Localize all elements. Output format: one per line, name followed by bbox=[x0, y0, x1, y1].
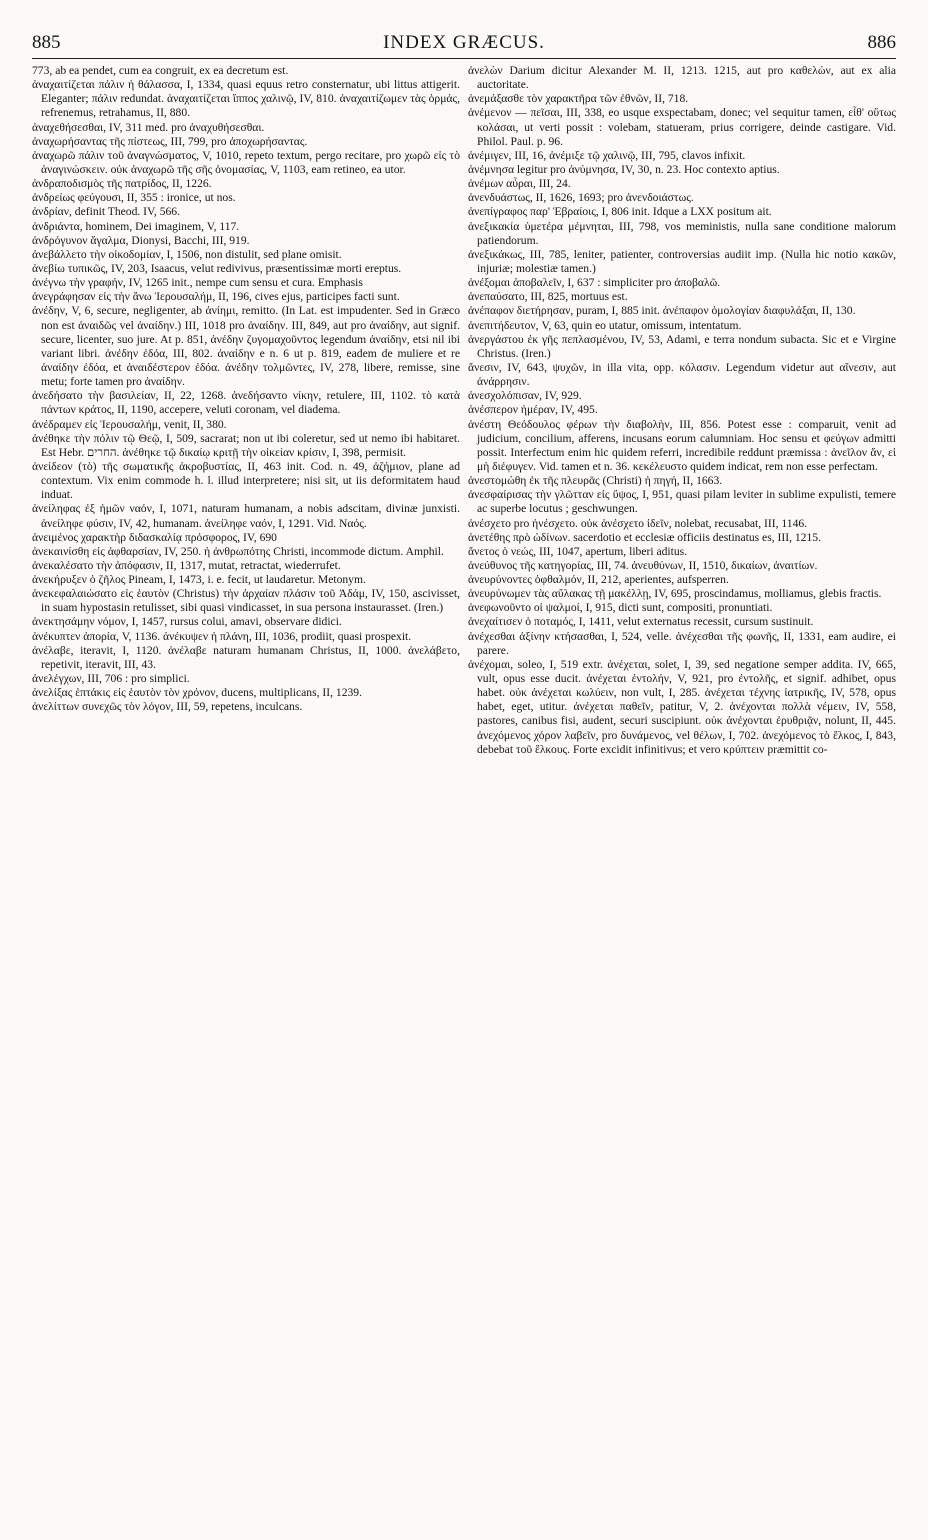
index-entry: ἀνεφωνοῦντο οἱ ψαλμοί, I, 915, dicti sunt, compositi, pronuntiati. bbox=[468, 601, 773, 615]
index-entry: ἀνελὼν Darium dicitur Alexander M. II, 1213. 1215, aut pro καθελών, aut ex alia auctoritate. bbox=[468, 64, 896, 92]
index-entry: ἀνείληφας ἐξ ἡμῶν ναόν, I, 1071, naturam humanam, a nobis adscitam, divinæ junxisti. ἀνείληφε φύσιν, IV, 42, humanam. ἀνείληφε ναόν, I, 1291. Vid. Ναός. bbox=[32, 502, 460, 530]
right-column bbox=[468, 64, 896, 1520]
index-entry: ἀνειμένος χαρακτὴρ διδασκαλίᾳ πρόσφορος, IV, 690 bbox=[32, 530, 277, 544]
index-entry: ἀνδρίαν, definit Theod. IV, 566. bbox=[32, 205, 180, 219]
index-entry: ἀνέλαβε, iteravit, I, 1120. ἀνέλαβε naturam humanam Christus, II, 1000. ἀνελάβετο, repetivit, iteravit, III, 43. bbox=[32, 643, 460, 671]
index-entry: ἀνεκεφαλαιώσατο εἰς ἑαυτὸν (Christus) τὴν ἀρχαίαν πλάσιν τοῦ Ἀδάμ, IV, 150, ascivisset, in suam hypostasin retulisset, sibi quasi vindicasset, in sua persona instaurasset. (Iren.) bbox=[32, 587, 460, 615]
index-entry: ἀνέκυπτεν ἀπορία, V, 1136. ἀνέκυψεν ἡ πλάνη, III, 1036, prodiit, quasi prospexit. bbox=[32, 629, 412, 643]
index-entry: ἀνέσπερον ἡμέραν, IV, 495. bbox=[468, 403, 598, 417]
index-entry: ἀνέδραμεν εἰς Ἱερουσαλήμ, venit, II, 380. bbox=[32, 417, 227, 431]
index-entry: ἀνεγράφησαν εἰς τὴν ἄνω Ἱερουσαλήμ, II, 196, cives ejus, participes facti sunt. bbox=[32, 290, 400, 304]
index-entry: ἀνεστομώθη ἐκ τῆς πλευρᾶς (Christi) ἡ πηγή, II, 1663. bbox=[468, 474, 723, 488]
index-entry: ἀνέπαφον διετήρησαν, puram, I, 885 init. ἀνέπαφον ὁμολογίαν διαφυλάξαι, II, 130. bbox=[468, 304, 856, 318]
index-entry: ἀνεξικακία ὑμετέρα μέμνηται, III, 798, vos meministis, nulla sane conditione malorum patiendorum. bbox=[468, 219, 896, 247]
index-entry: ἀνδρείως φεύγουσι, II, 355 : ironice, ut nos. bbox=[32, 191, 236, 205]
index-entry: ἀνεβάλλετο τὴν οἰκοδομίαν, I, 1506, non distulit, sed plane omisit. bbox=[32, 247, 342, 261]
index-entry: ἀνεμάξασθε τὸν χαρακτῆρα τῶν ἐθνῶν, II, 718. bbox=[468, 92, 689, 106]
left-page-number: 885 bbox=[32, 32, 61, 53]
index-entry: ἀνέμνησα legitur pro ἀνύμνησα, IV, 30, n. 23. Hoc contexto aptius. bbox=[468, 162, 780, 176]
index-entry: ἀνεκήρυξεν ὁ ζῆλος Pineam, I, 1473, i. e. fecit, ut laudaretur. Metonym. bbox=[32, 573, 366, 587]
index-entry: ἀνεχαίτισεν ὁ ποταμός, I, 1411, velut externatus recessit, cursum sustinuit. bbox=[468, 615, 814, 629]
running-title: INDEX GRÆCUS. bbox=[383, 32, 545, 53]
right-page-number: 886 bbox=[867, 32, 896, 53]
index-entry: ἀνδριάντα, hominem, Dei imaginem, V, 117. bbox=[32, 219, 240, 233]
index-entry: ἀνεσχολόπισαν, IV, 929. bbox=[468, 389, 582, 403]
index-entry: ἀνενδυάστως, II, 1626, 1693; pro ἀνενδοιάστως. bbox=[468, 191, 694, 205]
index-entry: ἀνέμων αὖραι, III, 24. bbox=[468, 177, 571, 191]
index-entry: ἀνελίξας ἑπτάκις εἰς ἑαυτὸν τὸν χρόνον, ducens, multiplicans, II, 1239. bbox=[32, 686, 363, 700]
index-entry: ἀνείδεον (τὸ) τῆς σωματικῆς ἀκροβυστίας, II, 463 init. Cod. n. 49, ἀζήμιον, plane ad contextum. Vix enim commode h. l. illud interpretere; nisi sit, ut iis deformitatem haud induat. bbox=[32, 459, 460, 502]
index-entry: ἀνεκαλέσατο τὴν ἀπόφασιν, II, 1317, mutat, retractat, wiederrufet. bbox=[32, 558, 341, 572]
index-entry: ἄνετος ὁ νεώς, III, 1047, apertum, liberi aditus. bbox=[468, 544, 688, 558]
left-column bbox=[32, 64, 460, 1520]
index-entry: ἀνέδην, V, 6, secure, negligenter, ab ἀνίημι, remitto. (In Lat. est impudenter. Sed in Græco non est ἀναιδῶς vel ἀναίδην.) III, 1018 pro ἀναίδην. III, 849, aut pro ἀναίδην, aut signif. secure, licenter, suo jure. At p. 851, ἀνέδην ζυγομαχοῦντος legendum ἀναίδην, etsi nil ibi variant libri. ἀνέδην ἐδόα, III, 802. ἀναίδην e n. 6 ut p. 819, eadem de muliere et re ἀναίδην ἐδόα, et ἀναιδέστερον ἐδόα. ἀνέδην τολμῶντες, IV, 278, libere, remisse, sine metu; forte tamen pro ἀναίδην. bbox=[32, 304, 460, 389]
index-entry: ἀνεξικάκως, III, 785, leniter, patienter, controversias audiit imp. (Nulla hic notio κακῶν, injuriæ; molestiæ tamen.) bbox=[468, 247, 896, 275]
index-entry: ἄνεσιν, IV, 643, ψυχῶν, in illa vita, opp. κόλασιν. Legendum videtur aut αἴνεσιν, aut ἀνάρρησιν. bbox=[468, 360, 896, 389]
index-entry: ἀνεύθυνος τῆς κατηγορίας, III, 74. ἀνευθύνων, II, 1510, δικαίων, ἀναιτίων. bbox=[468, 558, 818, 572]
index-entry: ἀνελέγχων, III, 706 : pro simplici. bbox=[32, 672, 190, 686]
index-entry: ἀνετέθης πρὸ ὠδίνων. sacerdotio et ecclesiæ officiis destinatus es, III, 1215. bbox=[468, 530, 821, 544]
index-entry: ἀνέθηκε τὴν πόλιν τῷ Θεῷ, I, 509, sacrarat; non ut ibi coleretur, sed ut nemo ibi habitaret. Est Hebr. החרים. ἀνέθηκε τῷ δικαίῳ κριτῇ τὴν οἰκείαν κρίσιν, I, 398, permisit. bbox=[32, 431, 460, 459]
index-entry: ἀνέξομαι ἀποβαλεῖν, I, 637 : simpliciter pro ἀποβαλῶ. bbox=[468, 276, 721, 290]
index-entry: ἀνεσφαίρισας τὴν γλῶτταν εἰς ὕψος, I, 951, quasi pilam leviter in sublime expulisti, temere ac superbe locutus ; geschwungen. bbox=[468, 488, 896, 516]
index-entry: ἀναχωρήσαντας τῆς πίστεως, III, 799, pro ἀποχωρήσαντας. bbox=[32, 134, 308, 148]
index-entry: ἀνεκτησάμην νόμον, I, 1457, rursus colui, amavi, observare didici. bbox=[32, 615, 342, 629]
index-entry: ἀνεβίω τυπικῶς, IV, 203, Isaacus, velut redivivus, præsentissimæ morti ereptus. bbox=[32, 261, 402, 275]
index-entry: ἀνεπιτήδευτον, V, 63, quin eo utatur, omissum, intentatum. bbox=[468, 318, 742, 332]
index-entry: ἀνέστη Θεόδουλος φέρων τὴν διαβολὴν, III, 856. Potest esse : comparuit, venit ad judicium, concilium, afferens, incusans eorum calumniam. Hoc sensu et φεύγων admitti possit. Interfectum enim hic quidem referri, incredibile reddunt præmissa : ἀνεῖλον ἄν, εἰ μὴ διέφυγεν. Vid. tamen et n. 36. κεκέλευστο quidem indicat, rem non esse perfectam. bbox=[468, 417, 896, 473]
index-entry: ἀναχαιτίζεται πάλιν ἡ θάλασσα, I, 1334, quasi equus retro consternatur, ubi littus attigerit. Eleganter; πάλιν redundat. ἀναχαιτίζεται ἵππος χαλινῷ, IV, 810. ἀναχαιτίζωμεν τὰς ὁρμάς, refrenemus, retrahamus, II, 880. bbox=[32, 78, 460, 120]
page-header bbox=[32, 30, 896, 59]
index-entry: ἀνέχεσθαι ἀξίνην κτήσασθαι, I, 524, velle. ἀνέχεσθαι τῆς φωνῆς, II, 1331, eam audire, ei parere. bbox=[468, 629, 896, 657]
index-entry: ἀνεπαύσατο, III, 825, mortuus est. bbox=[468, 290, 628, 304]
index-entry: ἀνεργάστου ἐκ γῆς πεπλασμένου, IV, 53, Adami, e terra nondum subacta. Sic et e Virgine Christus. (Iren.) bbox=[468, 332, 896, 360]
index-entry: ἀνευρύνωμεν τὰς αὔλακας τῇ μακέλλῃ, IV, 695, proscindamus, molliamus, glebis fractis. bbox=[468, 587, 882, 601]
index-entry: ἀναχεθήσεσθαι, IV, 311 med. pro ἀναχυθήσεσθαι. bbox=[32, 120, 265, 134]
index-entry: ἀνδραποδισμὸς τῆς πατρίδος, II, 1226. bbox=[32, 177, 212, 191]
index-entry: ἀναχωρῶ πάλιν τοῦ ἀναγνώσματος, V, 1010, repeto textum, pergo recitare, pro χωρῶ εἰς τὸ ἀναγινώσκειν. οὐκ ἀναχωρῶ τῆς σῆς ὀνομασίας, V, 1103, eam retineo, ea utor. bbox=[32, 148, 460, 176]
index-entry: ἀνεδήσατο τὴν βασιλείαν, II, 22, 1268. ἀνεδήσαντο νίκην, retulere, III, 1102. τὸ κατὰ πάντων κράτος, II, 1190, accepere, veluti coronam, vel diadema. bbox=[32, 389, 460, 417]
index-entry: ἀνελίττων συνεχῶς τὸν λόγον, III, 59, repetens, inculcans. bbox=[32, 700, 303, 714]
index-entry: 773, ab ea pendet, cum ea congruit, ex ea decretum est. bbox=[32, 64, 289, 77]
index-entry: ἀνεκαινίσθη εἰς ἀφθαρσίαν, IV, 250. ἡ ἀνθρωπότης Christi, incommode dictum. Amphil. bbox=[32, 544, 444, 558]
index-entry: ἀνευρύνοντες ὀφθαλμόν, II, 212, aperientes, aufsperren. bbox=[468, 573, 729, 587]
index-entry: ἀνέγνω τὴν γραφήν, IV, 1265 init., nempe cum sensu et cura. Emphasis bbox=[32, 276, 363, 290]
index-entry: ἀνέχομαι, soleo, I, 519 extr. ἀνέχεται, solet, I, 39, sed negatione semper addita. IV, 665, vult, opus esse ducit. ἀνέχεται ἐντολήν, V, 921, pro ἐντολῆς, et signif. adhibet, opus habet. οὐκ ἀνέχεται κωλύειν, non vult, I, 285. ἀνέχεται τέχνης ἰατρικῆς, IV, 578, opus habet, eget, utitur. ἀνέχεται παθεῖν, patitur, V, 2. ἀνέχονται πολλὰ νέμειν, IV, 558, pastores, canibus fisi, audent, securi suscipiunt. οὐκ ἀνέχονται ἐρυθριᾷν, nolunt, II, 445. ἀνεχόμενος χόρον λαβεῖν, pro δυνάμενος, vel θέλων, I, 702. ἀνεχόμενος τὸ ἕλκος, I, 843, debebat τοῦ ἕλκους. Forte excidit infinitivus; et vero κρύπτειν præmittit co- bbox=[468, 657, 896, 756]
index-entry: ἀνδρόγυνον ἄγαλμα, Dionysi, Bacchi, III, 919. bbox=[32, 233, 250, 247]
index-entry: ἀνέμενον — πεῖσαι, III, 338, eo usque exspectabam, donec; vel sequitur tamen, εἶθ' οὕτως κολάσαι, ut verti possit : volebam, statueram, prius corrigere, deinde castigare. Vid. Philol. Paul. p. 96. bbox=[468, 106, 896, 148]
index-entry: ἀνέμιγεν, III, 16, ἀνέμιξε τῷ χαλινῷ, III, 795, clavos infixit. bbox=[468, 148, 746, 162]
index-entry: ἀνέσχετο pro ἠνέσχετο. οὐκ ἀνέσχετο ἰδεῖν, nolebat, recusabat, III, 1146. bbox=[468, 516, 808, 530]
index-entry: ἀνεπίγραφος παρ' Ἑβραίοις, I, 806 init. Idque a LXX positum ait. bbox=[468, 205, 772, 219]
